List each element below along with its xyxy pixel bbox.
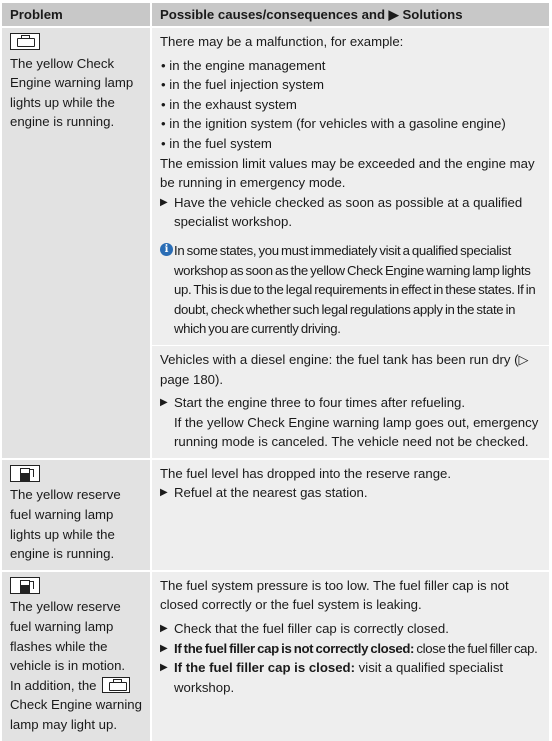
check-engine-icon [102,677,130,693]
step-condition: If the fuel filler cap is closed: [174,660,356,676]
solution-cell [151,459,549,571]
consequence-text: The emission limit values may be exceeded and the engine may be running in emergency mode. [160,155,535,191]
solution-step: ▶ Have the vehicle checked as soon as possible at a qualified specialist workshop. [160,193,541,232]
reserve-fuel-icon [10,577,40,594]
cause-intro: The fuel level has dropped into the reserve range. [160,465,452,481]
problem-extra-text: In addition, the [10,677,97,693]
solution-cell [151,571,549,741]
info-icon: i [160,243,173,256]
table-row [2,459,549,571]
cause-bullet: • in the engine management [161,57,326,73]
solution-step [160,639,541,659]
solution-step: ▶ Refuel at the nearest gas station. [160,483,541,503]
table-row [2,27,549,345]
problem-extra-text: Check Engine warning lamp may light up. [10,697,142,732]
cause-bullet: • in the ignition system (for vehicles with a gasoline engine) [161,116,506,132]
solution-step [160,658,541,697]
table-header-row [2,3,549,27]
problem-extra [10,676,142,735]
check-engine-icon [10,33,40,50]
table-row [2,571,549,741]
header-solutions: Possible causes/consequences and ▶ Solutions [151,3,549,27]
step-condition: If the fuel filler cap is not correctly closed: [174,640,415,656]
cause-bullet: • in the exhaust system [161,96,297,112]
info-note [160,241,541,339]
cause-bullet: • in the fuel injection system [161,77,324,93]
solution-step: ▶ Start the engine three to four times after refueling. [160,393,541,413]
problem-cell [2,571,151,741]
cause-intro: The fuel system pressure is too low. The fuel filler cap is not closed correctly or the fuel system is leaking. [160,577,509,613]
troubleshooting-table [2,3,549,741]
info-text: In some states, you must immediately visit a qualified specialist workshop as soon as the yellow Check Engine warning lamp lights up. This is due to the legal requirements in effect in these states. If in doubt, check whether such legal regulations apply in the state in which you are currently driving. [174,242,536,337]
step-action: close the fuel filler cap. [414,640,538,656]
solution-cell [151,27,549,345]
problem-text: The yellow reserve fuel warning lamp lights up while the engine is running. [10,487,121,562]
solution-cell [151,345,549,458]
problem-text: The yellow Check Engine warning lamp lights up while the engine is running. [10,55,134,130]
step-action: visit a qualified specialist workshop. [174,660,504,695]
solution-step: ▶ Check that the fuel filler cap is correctly closed. [160,619,541,639]
cause-intro: Vehicles with a diesel engine: the fuel tank has been run dry (▷ page 180). [160,351,529,387]
reserve-fuel-icon [10,465,40,482]
cause-intro: There may be a malfunction, for example: [160,34,404,49]
solution-step-cont: If the yellow Check Engine warning lamp goes out, emergency running mode is canceled. The vehicle need not be checked. [174,414,539,450]
problem-cell [2,459,151,571]
header-problem: Problem [2,3,151,27]
problem-cell [2,27,151,459]
cause-bullet: • in the fuel system [161,135,272,151]
problem-text: The yellow reserve fuel warning lamp flashes while the vehicle is in motion. [10,599,126,674]
